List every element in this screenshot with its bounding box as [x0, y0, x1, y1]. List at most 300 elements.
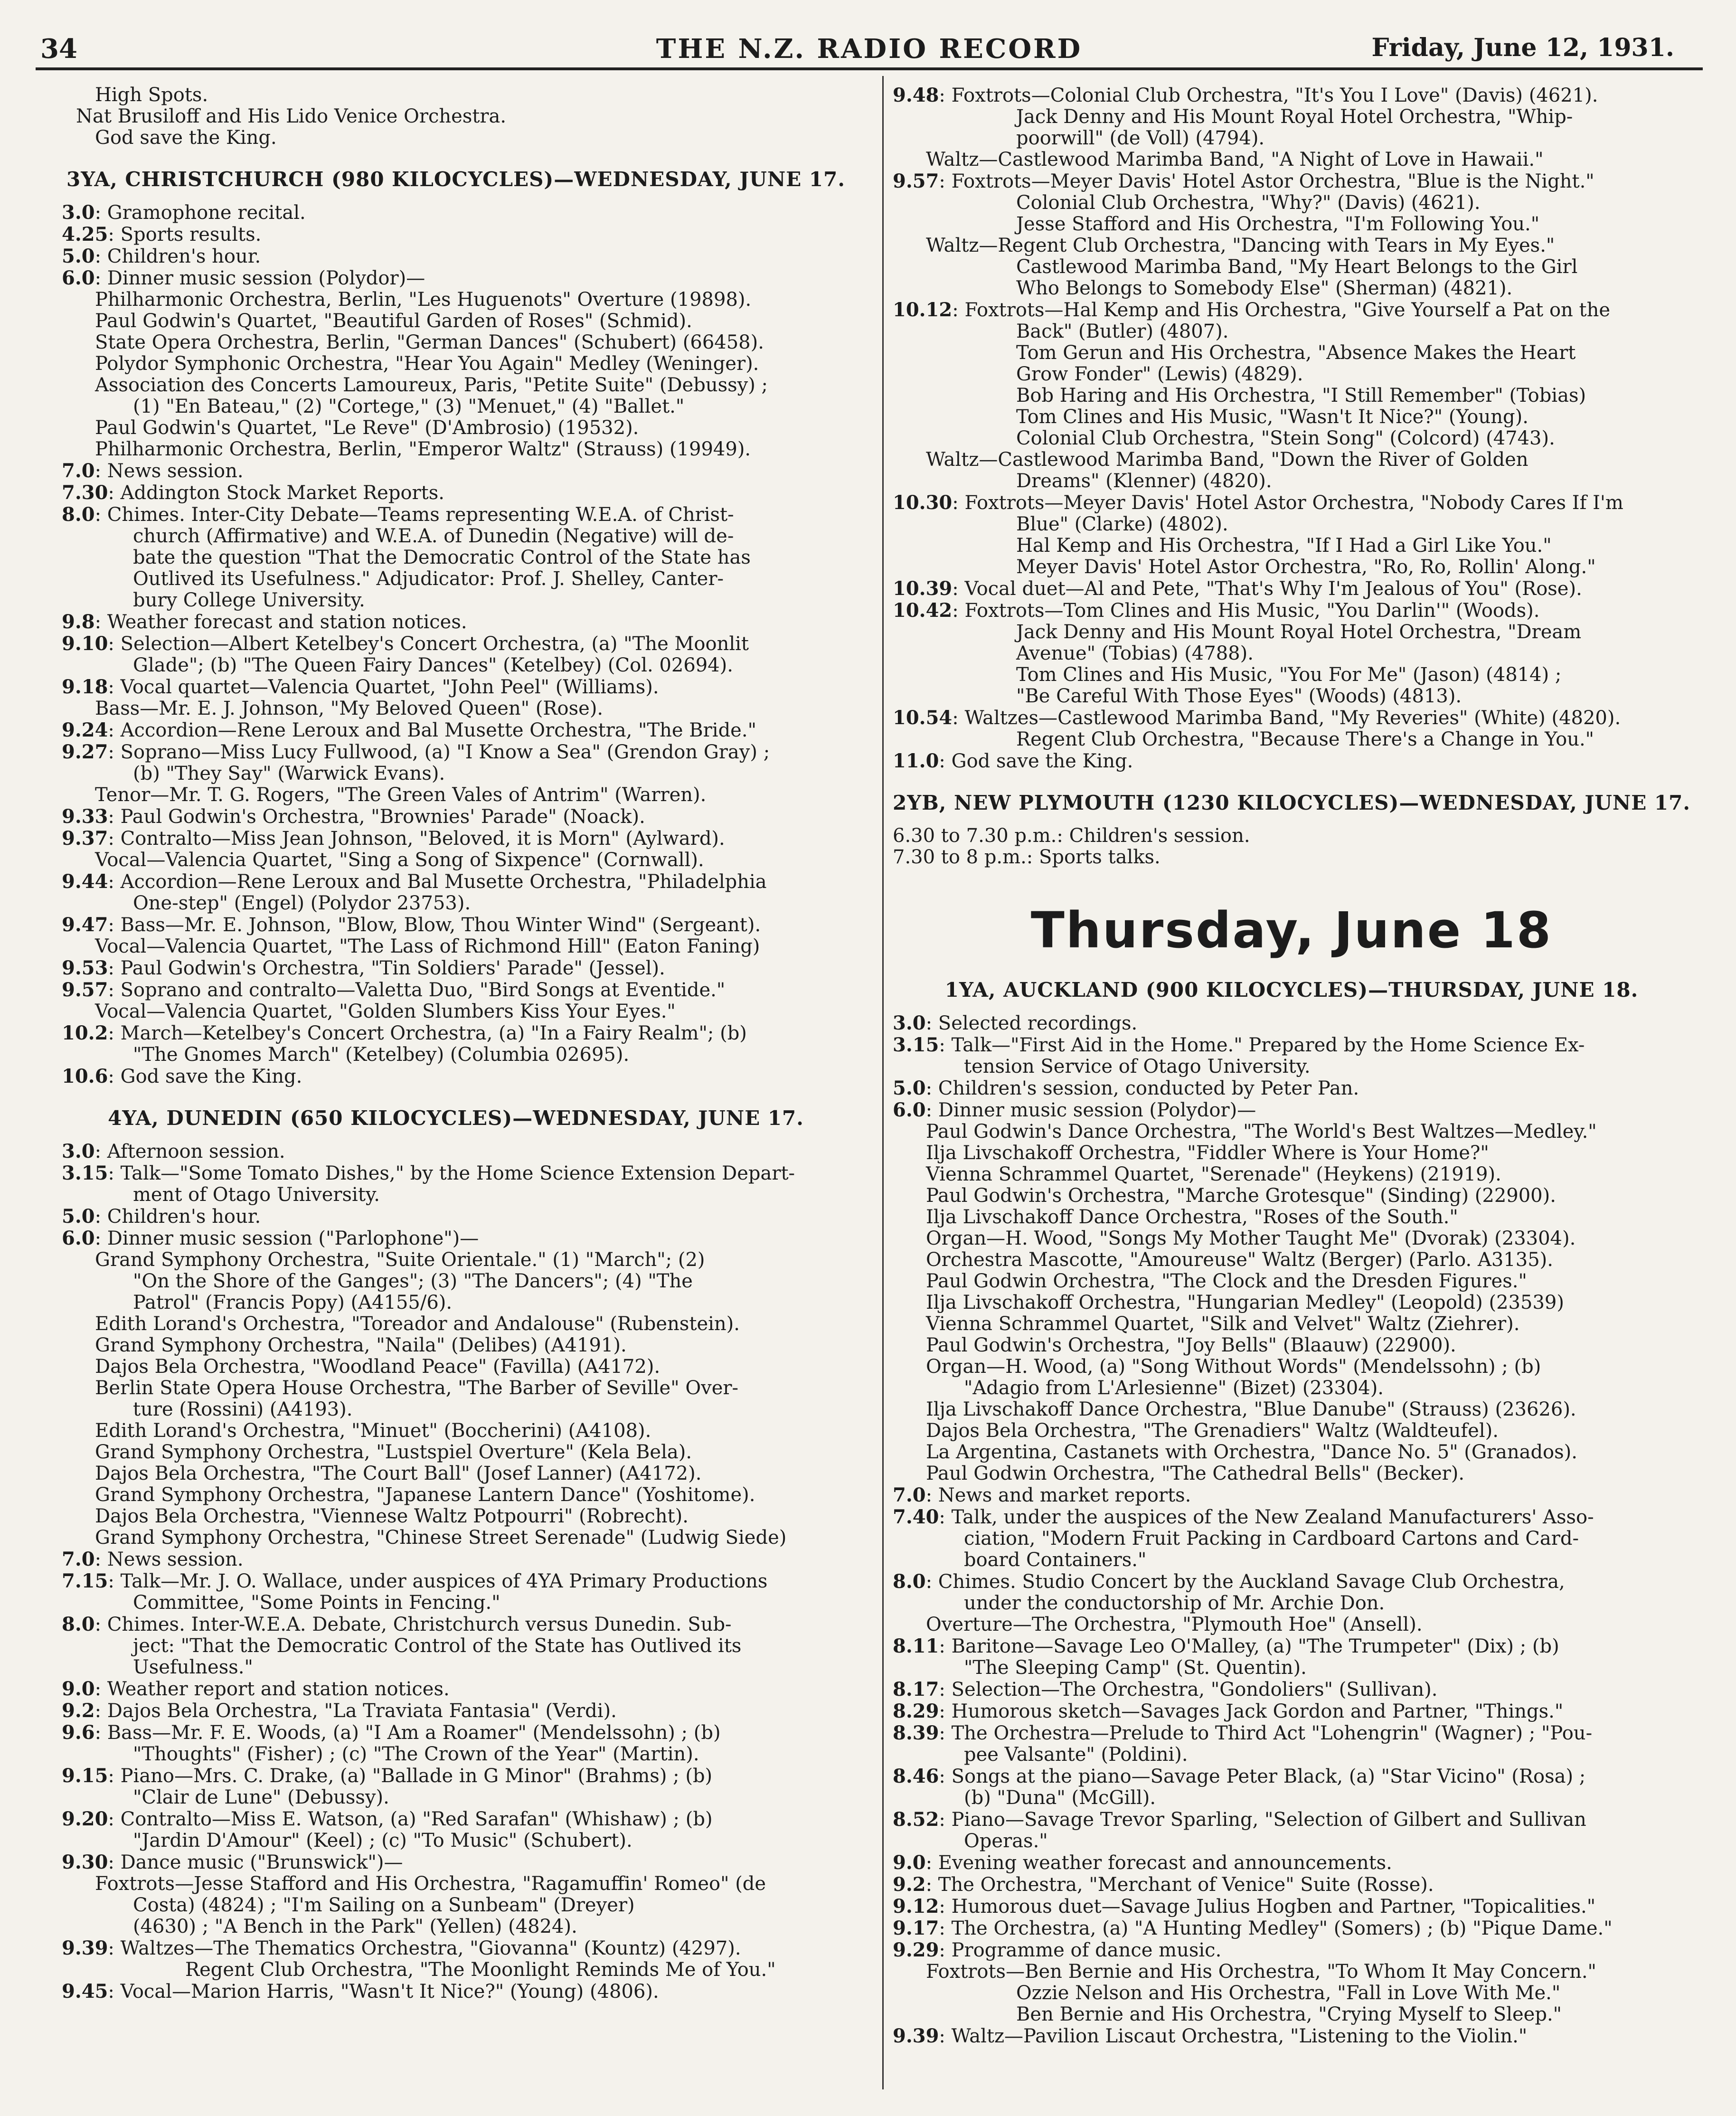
left-column: [62, 85, 850, 2003]
programme-line: [893, 471, 1690, 492]
programme-text: : God save the King.: [108, 1066, 302, 1087]
programme-line: [62, 763, 850, 784]
programme-text: tension Service of Otago University.: [964, 1056, 1311, 1077]
programme-text: Jesse Stafford and His Orchestra, "I'm Following You.": [1016, 213, 1540, 235]
programme-line: [62, 850, 850, 871]
programme-line: [62, 1506, 850, 1527]
programme-text: Operas.": [964, 1830, 1048, 1852]
programme-text: Castlewood Marimba Band, "My Heart Belongs to the Girl: [1016, 256, 1578, 278]
programme-line: [893, 1012, 1690, 1034]
programme-text: : Foxtrots—Meyer Davis' Hotel Astor Orchestra, "Blue is the Night.": [939, 170, 1594, 192]
programme-line: [893, 1549, 1690, 1571]
programme-time: 8.11: [893, 1635, 939, 1657]
programme-line: [62, 202, 850, 224]
programme-time: 9.33: [62, 805, 108, 828]
programme-time: 8.29: [893, 1700, 939, 1722]
programme-line: [62, 979, 850, 1001]
programme-text: : Selected recordings.: [925, 1012, 1138, 1034]
programme-line: [62, 741, 850, 763]
programme-text: : Vocal duet—Al and Pete, "That's Why I'm Jealous of You" (Rose).: [952, 578, 1582, 600]
programme-time: 8.39: [893, 1722, 939, 1744]
programme-line: [893, 535, 1690, 557]
programme-line: [62, 1895, 850, 1916]
programme-line: [893, 750, 1690, 772]
programme-line: [62, 1335, 850, 1356]
programme-text: : Chimes. Inter-W.E.A. Debate, Christchurch versus Dunedin. Sub-: [94, 1614, 732, 1635]
programme-line: [62, 1744, 850, 1765]
programme-time: 10.6: [62, 1065, 108, 1087]
programme-line: [893, 1700, 1690, 1722]
programme-line: [893, 1744, 1690, 1766]
programme-text: Association des Concerts Lamoureux, Paris, "Petite Suite" (Debussy) ;: [95, 374, 768, 396]
programme-line: [893, 1635, 1690, 1657]
programme-text: : The Orchestra, (a) "A Hunting Medley" (Somers) ; (b) "Pique Dame.": [939, 1918, 1613, 1939]
programme-line: [893, 643, 1690, 664]
programme-text: Usefulness.": [133, 1656, 253, 1678]
programme-line: [62, 106, 850, 127]
programme-text: Berlin State Opera House Orchestra, "The Barber of Seville" Over-: [95, 1377, 739, 1399]
programme-text: Paul Godwin's Dance Orchestra, "The World's Best Waltzes—Medley.": [926, 1121, 1597, 1143]
page-number: 34: [40, 33, 77, 65]
programme-text: Paul Godwin Orchestra, "The Clock and the Dresden Figures.": [926, 1270, 1527, 1292]
programme-text: : The Orchestra—Prelude to Third Act "Lohengrin" (Wagner) ; "Pou-: [939, 1722, 1593, 1744]
programme-text: : Vocal—Marion Harris, "Wasn't It Nice?" (Young) (4806).: [108, 1981, 659, 2003]
programme-line: [893, 342, 1690, 364]
programme-line: [62, 1722, 850, 1744]
programme-text: : Bass—Mr. F. E. Woods, (a) "I Am a Roamer" (Mendelssohn) ; (b): [94, 1722, 721, 1744]
programme-text: (1) "En Bateau," (2) "Cortege," (3) "Menuet," (4) "Ballet.": [133, 396, 685, 417]
programme-text: : Sports results.: [108, 224, 262, 246]
programme-text: Philharmonic Orchestra, Berlin, "Les Huguenots" Overture (19898).: [95, 289, 752, 311]
programme-text: : God save the King.: [939, 750, 1133, 772]
programme-time: 9.12: [893, 1895, 939, 1918]
programme-line: [62, 1249, 850, 1271]
programme-text: : Accordion—Rene Leroux and Bal Musette Orchestra, "Philadelphia: [108, 871, 767, 893]
programme-text: : News session.: [94, 460, 244, 482]
programme-line: [62, 957, 850, 979]
programme-text: Outlived its Usefulness." Adjudicator: Prof. J. Shelley, Canter-: [133, 568, 724, 590]
programme-line: [893, 1614, 1690, 1635]
programme-text: : Dinner music session (Polydor)—: [94, 267, 425, 289]
programme-time: 9.45: [62, 1980, 108, 2003]
programme-line: [62, 914, 850, 936]
programme-text: Ilja Livschakoff Dance Orchestra, "Roses of the South.": [926, 1206, 1458, 1228]
programme-line: [893, 106, 1690, 128]
programme-line: [62, 1271, 850, 1292]
programme-text: : Foxtrots—Meyer Davis' Hotel Astor Orchestra, "Nobody Cares If I'm: [952, 492, 1623, 514]
programme-line: [62, 1044, 850, 1066]
programme-time: 9.39: [893, 2025, 939, 2047]
programme-line: [62, 1313, 850, 1335]
programme-text: : Evening weather forecast and announcements.: [925, 1852, 1392, 1874]
programme-line: [62, 568, 850, 590]
programme-line: [893, 1896, 1690, 1918]
programme-text: One-step" (Engel) (Polydor 23753).: [133, 892, 471, 914]
programme-text: : Piano—Mrs. C. Drake, (a) "Ballade in G Minor" (Brahms) ; (b): [108, 1765, 713, 1787]
programme-text: Who Belongs to Somebody Else" (Sherman) (4821).: [1016, 277, 1513, 299]
programme-time: 9.27: [62, 741, 108, 763]
programme-line: [893, 1484, 1690, 1506]
programme-text: : Piano—Savage Trevor Sparling, "Selection of Gilbert and Sullivan: [939, 1809, 1586, 1831]
programme-time: 9.37: [62, 827, 108, 850]
programme-time: 5.0: [893, 1077, 926, 1099]
programme-text: : Contralto—Miss E. Watson, (a) "Red Sarafan" (Whishaw) ; (b): [108, 1808, 713, 1830]
programme-line: [62, 1657, 850, 1678]
programme-line: [893, 1271, 1690, 1292]
programme-time: 11.0: [893, 750, 939, 772]
programme-text: Regent Club Orchestra, "The Moonlight Reminds Me of You.": [185, 1959, 776, 1981]
programme-text: Waltz—Castlewood Marimba Band, "Down the River of Golden: [926, 449, 1528, 471]
programme-text: Grand Symphony Orchestra, "Suite Orientale." (1) "March"; (2): [95, 1249, 705, 1271]
programme-line: [893, 1356, 1690, 1378]
programme-line: [893, 278, 1690, 299]
programme-text: under the conductorship of Mr. Archie Don.: [964, 1592, 1385, 1614]
programme-text: : Dajos Bela Orchestra, "La Traviata Fantasia" (Verdi).: [94, 1700, 617, 1722]
programme-time: 9.15: [62, 1765, 108, 1787]
programme-line: [893, 321, 1690, 342]
programme-line: [893, 449, 1690, 471]
programme-time: 7.30: [62, 482, 108, 504]
programme-time: 9.53: [62, 957, 108, 979]
programme-line: [893, 299, 1690, 321]
programme-time: 9.29: [893, 1939, 939, 1961]
programme-line: [893, 1679, 1690, 1700]
programme-line: [62, 1614, 850, 1635]
programme-line: [62, 417, 850, 439]
programme-line: [893, 214, 1690, 235]
programme-line: [893, 1983, 1690, 2004]
programme-line: [893, 1766, 1690, 1787]
programme-line: [62, 1808, 850, 1830]
programme-text: : Children's hour.: [94, 246, 261, 267]
programme-line: [893, 1313, 1690, 1335]
programme-text: ciation, "Modern Fruit Packing in Cardboard Cartons and Card-: [964, 1528, 1579, 1549]
programme-time: 9.20: [62, 1808, 108, 1830]
programme-line: [62, 1916, 850, 1937]
programme-line: [62, 1549, 850, 1570]
programme-line: [62, 1066, 850, 1087]
programme-line: [62, 1292, 850, 1313]
programme-time: 4.25: [62, 223, 108, 246]
programme-line: [893, 1787, 1690, 1809]
programme-text: : Afternoon session.: [94, 1141, 285, 1162]
programme-line: [893, 149, 1690, 170]
programme-line: [62, 1937, 850, 1959]
programme-line: [893, 578, 1690, 600]
programme-text: Jack Denny and His Mount Royal Hotel Orchestra, "Dream: [1016, 621, 1582, 643]
programme-text: "Jardin D'Amour" (Keel) ; (c) "To Music" (Schubert).: [133, 1830, 632, 1852]
programme-line: [62, 1228, 850, 1249]
programme-text: Organ—H. Wood, (a) "Song Without Words" (Mendelssohn) ; (b): [926, 1356, 1541, 1378]
programme-time: 8.17: [893, 1678, 939, 1700]
programme-line: [62, 1184, 850, 1206]
programme-text: : Vocal quartet—Valencia Quartet, "John Peel" (Williams).: [108, 676, 659, 698]
programme-text: Paul Godwin's Orchestra, "Marche Grotesque" (Sinding) (22900).: [926, 1185, 1556, 1207]
programme-text: : Addington Stock Market Reports.: [108, 482, 444, 504]
programme-text: Foxtrots—Jesse Stafford and His Orchestra, "Ragamuffin' Romeo" (de: [95, 1873, 766, 1895]
programme-text: Orchestra Mascotte, "Amoureuse" Waltz (Berger) (Parlo. A3135).: [926, 1249, 1553, 1271]
programme-time: 9.57: [62, 979, 108, 1001]
programme-line: [62, 1463, 850, 1484]
programme-line: [893, 1852, 1690, 1874]
programme-time: 9.6: [62, 1721, 95, 1744]
programme-time: 9.10: [62, 633, 108, 655]
programme-line: [893, 1378, 1690, 1399]
programme-text: Dajos Bela Orchestra, "Viennese Waltz Potpourri" (Robrecht).: [95, 1505, 689, 1527]
programme-line: [62, 806, 850, 828]
programme-time: 7.0: [62, 1548, 95, 1570]
programme-line: [62, 784, 850, 806]
programme-line: [62, 289, 850, 311]
programme-line: [62, 719, 850, 741]
programme-line: [893, 1528, 1690, 1549]
programme-text: Patrol" (Francis Popy) (A4155/6).: [133, 1292, 453, 1313]
programme-text: bury College University.: [133, 589, 365, 611]
programme-text: Ilja Livschakoff Dance Orchestra, "Blue Danube" (Strauss) (23626).: [926, 1398, 1576, 1420]
programme-line: [893, 1143, 1690, 1164]
programme-text: : Children's session, conducted by Peter Pan.: [925, 1077, 1359, 1099]
programme-text: "The Gnomes March" (Ketelbey) (Columbia 02695).: [133, 1044, 630, 1066]
programme-line: [62, 1852, 850, 1873]
programme-time: 8.0: [62, 503, 95, 526]
programme-text: Vienna Schrammel Quartet, "Silk and Velvet" Waltz (Ziehrer).: [926, 1313, 1520, 1335]
programme-line: [62, 526, 850, 547]
programme-time: 9.57: [893, 170, 939, 192]
programme-text: Ilja Livschakoff Orchestra, "Hungarian Medley" (Leopold) (23539): [926, 1292, 1564, 1313]
programme-text: Costa) (4824) ; "I'm Sailing on a Sunbeam" (Dreyer): [133, 1894, 635, 1916]
programme-text: : Songs at the piano—Savage Peter Black, (a) "Star Vicino" (Rosa) ;: [939, 1766, 1586, 1787]
programme-text: : Gramophone recital.: [94, 202, 306, 224]
programme-text: : Accordion—Rene Leroux and Bal Musette Orchestra, "The Bride.": [108, 719, 756, 741]
programme-line: [62, 396, 850, 417]
programme-text: Tom Gerun and His Orchestra, "Absence Makes the Heart: [1016, 342, 1576, 364]
programme-time: 9.39: [62, 1937, 108, 1959]
programme-time: 9.48: [893, 84, 939, 106]
programme-text: Committee, "Some Points in Fencing.": [133, 1592, 500, 1614]
programme-line: [62, 1001, 850, 1022]
programme-text: : Talk—Mr. J. O. Wallace, under auspices of 4YA Primary Productions: [108, 1570, 768, 1592]
programme-time: 8.0: [62, 1613, 95, 1635]
programme-line: [62, 482, 850, 504]
programme-text: : Programme of dance music.: [939, 1939, 1222, 1961]
programme-time: 3.15: [62, 1162, 108, 1184]
programme-text: Grand Symphony Orchestra, "Naila" (Delibes) (A4191).: [95, 1334, 627, 1356]
programme-time: 3.0: [893, 1012, 926, 1034]
programme-time: 3.15: [893, 1034, 939, 1056]
programme-text: Edith Lorand's Orchestra, "Minuet" (Boccherini) (A4108).: [95, 1420, 651, 1442]
programme-line: [893, 1034, 1690, 1056]
programme-text: Glade"; (b) "The Queen Fairy Dances" (Ketelbey) (Col. 02694).: [133, 654, 734, 676]
programme-line: [62, 1959, 850, 1981]
programme-time: 8.46: [893, 1765, 939, 1787]
programme-line: [893, 1593, 1690, 1614]
programme-line: [62, 1442, 850, 1463]
programme-text: Blue" (Clarke) (4802).: [1016, 513, 1228, 535]
programme-time: 9.18: [62, 676, 108, 698]
programme-text: God save the King.: [95, 127, 277, 149]
programme-line: [62, 460, 850, 482]
programme-line: [62, 127, 850, 149]
programme-text: : Foxtrots—Tom Clines and His Music, "You Darlin'" (Woods).: [952, 600, 1540, 622]
programme-line: [893, 492, 1690, 514]
programme-line: [893, 600, 1690, 622]
programme-time: 10.2: [62, 1022, 108, 1044]
programme-text: "On the Shore of the Ganges"; (3) "The Dancers"; (4) "The: [133, 1270, 693, 1292]
programme-text: Organ—H. Wood, "Songs My Mother Taught Me" (Dvorak) (23304).: [926, 1228, 1576, 1249]
programme-line: [893, 2004, 1690, 2025]
programme-line: [893, 85, 1690, 106]
programme-text: : Weather forecast and station notices.: [94, 611, 467, 633]
programme-text: : Soprano and contralto—Valetta Duo, "Bird Songs at Eventide.": [108, 979, 726, 1001]
programme-line: [62, 332, 850, 353]
programme-time: 3.0: [62, 201, 95, 224]
programme-text: (b) "Duna" (McGill).: [964, 1787, 1156, 1809]
programme-time: 8.0: [893, 1570, 926, 1593]
programme-time: 5.0: [62, 1205, 95, 1228]
programme-line: [893, 1657, 1690, 1679]
programme-line: [893, 2025, 1690, 2047]
programme-line: [893, 1874, 1690, 1896]
programme-line: [893, 1121, 1690, 1143]
programme-time: 9.2: [893, 1873, 926, 1896]
programme-text: State Opera Orchestra, Berlin, "German Dances" (Schubert) (66458).: [95, 331, 764, 353]
programme-text: 6.30 to 7.30 p.m.: Children's session.: [893, 825, 1250, 847]
programme-text: church (Affirmative) and W.E.A. of Dunedin (Negative) will de-: [133, 525, 734, 547]
programme-text: Paul Godwin Orchestra, "The Cathedral Bells" (Becker).: [926, 1463, 1465, 1484]
programme-time: 10.30: [893, 491, 953, 514]
programme-line: [893, 1571, 1690, 1593]
programme-text: ture (Rossini) (A4193).: [133, 1398, 353, 1420]
programme-time: 6.0: [62, 1227, 95, 1249]
programme-line: [62, 1162, 850, 1184]
programme-time: 7.0: [62, 460, 95, 482]
programme-line: [893, 1809, 1690, 1831]
programme-time: 7.15: [62, 1570, 108, 1592]
programme-line: [62, 1787, 850, 1808]
programme-line: [62, 246, 850, 267]
programme-text: Dajos Bela Orchestra, "The Grenadiers" Waltz (Waldteufel).: [926, 1420, 1499, 1442]
programme-line: [893, 1228, 1690, 1249]
programme-time: 9.17: [893, 1917, 939, 1939]
programme-line: [62, 698, 850, 719]
programme-line: [62, 1484, 850, 1506]
programme-text: Jack Denny and His Mount Royal Hotel Orchestra, "Whip-: [1016, 106, 1573, 128]
programme-line: [893, 847, 1690, 868]
programme-text: "Clair de Lune" (Debussy).: [133, 1786, 389, 1808]
programme-time: 3.0: [62, 1140, 95, 1162]
programme-line: [893, 557, 1690, 578]
programme-text: : Talk, under the auspices of the New Zealand Manufacturers' Asso-: [939, 1506, 1594, 1528]
programme-line: [62, 828, 850, 850]
programme-line: [62, 1141, 850, 1162]
programme-text: : Talk—"Some Tomato Dishes," by the Home Science Extension Depart-: [108, 1162, 795, 1184]
programme-text: Philharmonic Orchestra, Berlin, "Emperor Waltz" (Strauss) (19949).: [95, 438, 751, 460]
programme-text: : Dance music ("Brunswick")—: [108, 1852, 403, 1873]
programme-line: [62, 1420, 850, 1442]
programme-text: Vienna Schrammel Quartet, "Serenade" (Heykens) (21919).: [926, 1163, 1501, 1185]
programme-line: [893, 1831, 1690, 1852]
programme-text: Waltz—Regent Club Orchestra, "Dancing with Tears in My Eyes.": [926, 235, 1555, 256]
programme-line: [893, 707, 1690, 729]
programme-text: Back" (Butler) (4807).: [1016, 321, 1229, 342]
programme-line: [893, 1099, 1690, 1121]
programme-line: [62, 224, 850, 246]
programme-line: [893, 514, 1690, 535]
programme-text: board Containers.": [964, 1549, 1147, 1571]
programme-text: Dreams" (Klenner) (4820).: [1016, 470, 1272, 492]
programme-text: : Dinner music session ("Parlophone")—: [94, 1228, 479, 1249]
day-heading: Thursday, June 18: [1030, 901, 1553, 959]
programme-line: [62, 1356, 850, 1378]
programme-line: [893, 622, 1690, 643]
programme-text: Tom Clines and His Music, "Wasn't It Nice?" (Young).: [1016, 406, 1528, 428]
programme-text: (b) "They Say" (Warwick Evans).: [133, 763, 445, 784]
programme-text: Ben Bernie and His Orchestra, "Crying Myself to Sleep.": [1016, 2003, 1562, 2025]
programme-text: 7.30 to 8 p.m.: Sports talks.: [893, 846, 1160, 868]
programme-text: Dajos Bela Orchestra, "Woodland Peace" (Favilla) (A4172).: [95, 1356, 660, 1378]
programme-time: 9.44: [62, 870, 108, 893]
programme-text: Polydor Symphonic Orchestra, "Hear You Again" Medley (Weninger).: [95, 353, 759, 375]
programme-line: [62, 1527, 850, 1549]
programme-text: : Waltzes—The Thematics Orchestra, "Giovanna" (Kountz) (4297).: [108, 1937, 741, 1959]
programme-line: [893, 1164, 1690, 1185]
programme-text: Colonial Club Orchestra, "Stein Song" (Colcord) (4743).: [1016, 427, 1555, 449]
publication-title: THE N.Z. RADIO RECORD: [656, 33, 1083, 65]
programme-text: (4630) ; "A Bench in the Park" (Yellen) (4824).: [133, 1916, 577, 1937]
programme-text: La Argentina, Castanets with Orchestra, "Dance No. 5" (Granados).: [926, 1441, 1577, 1463]
programme-line: [893, 1185, 1690, 1207]
programme-text: : Humorous duet—Savage Julius Hogben and Partner, "Topicalities.": [939, 1896, 1596, 1918]
programme-line: [893, 729, 1690, 750]
programme-line: [893, 664, 1690, 686]
programme-line: [62, 1678, 850, 1700]
programme-line: [62, 1399, 850, 1420]
programme-time: 10.42: [893, 599, 953, 622]
programme-line: [62, 1635, 850, 1657]
programme-line: [893, 1292, 1690, 1313]
programme-text: : Dinner music session (Polydor)—: [925, 1099, 1256, 1121]
programme-text: : Talk—"First Aid in the Home." Prepared by the Home Science Ex-: [939, 1034, 1585, 1056]
station-heading: 1YA, AUCKLAND (900 KILOCYCLES)—THURSDAY, JUNE 18.: [944, 978, 1639, 1001]
programme-text: Paul Godwin's Quartet, "Le Reve" (D'Ambrosio) (19532).: [95, 417, 639, 439]
programme-line: [62, 1570, 850, 1592]
programme-line: [62, 1700, 850, 1722]
programme-time: 9.24: [62, 719, 108, 741]
programme-text: Colonial Club Orchestra, "Why?" (Davis) (4621).: [1016, 192, 1481, 214]
programme-text: Ozzie Nelson and His Orchestra, "Fall in Love With Me.": [1016, 1982, 1561, 2004]
programme-line: [893, 686, 1690, 707]
programme-line: [62, 1830, 850, 1852]
programme-line: [893, 825, 1690, 847]
programme-time: 6.0: [62, 267, 95, 289]
programme-text: : Humorous sketch—Savages Jack Gordon and Partner, "Things.": [939, 1700, 1564, 1722]
programme-line: [62, 893, 850, 914]
programme-text: Tom Clines and His Music, "You For Me" (Jason) (4814) ;: [1016, 664, 1562, 686]
programme-text: : News session.: [94, 1549, 244, 1570]
programme-text: "Be Careful With Those Eyes" (Woods) (4813).: [1016, 685, 1462, 707]
programme-line: [62, 267, 850, 289]
programme-text: High Spots.: [95, 84, 208, 106]
programme-line: [893, 428, 1690, 449]
programme-line: [62, 633, 850, 655]
programme-text: Grand Symphony Orchestra, "Japanese Lantern Dance" (Yoshitome).: [95, 1484, 755, 1506]
programme-time: 8.52: [893, 1808, 939, 1831]
programme-line: [893, 1420, 1690, 1442]
programme-line: [62, 871, 850, 893]
programme-line: [893, 1463, 1690, 1484]
programme-text: : Chimes. Studio Concert by the Auckland Savage Club Orchestra,: [925, 1571, 1565, 1593]
programme-time: 9.30: [62, 1851, 108, 1873]
